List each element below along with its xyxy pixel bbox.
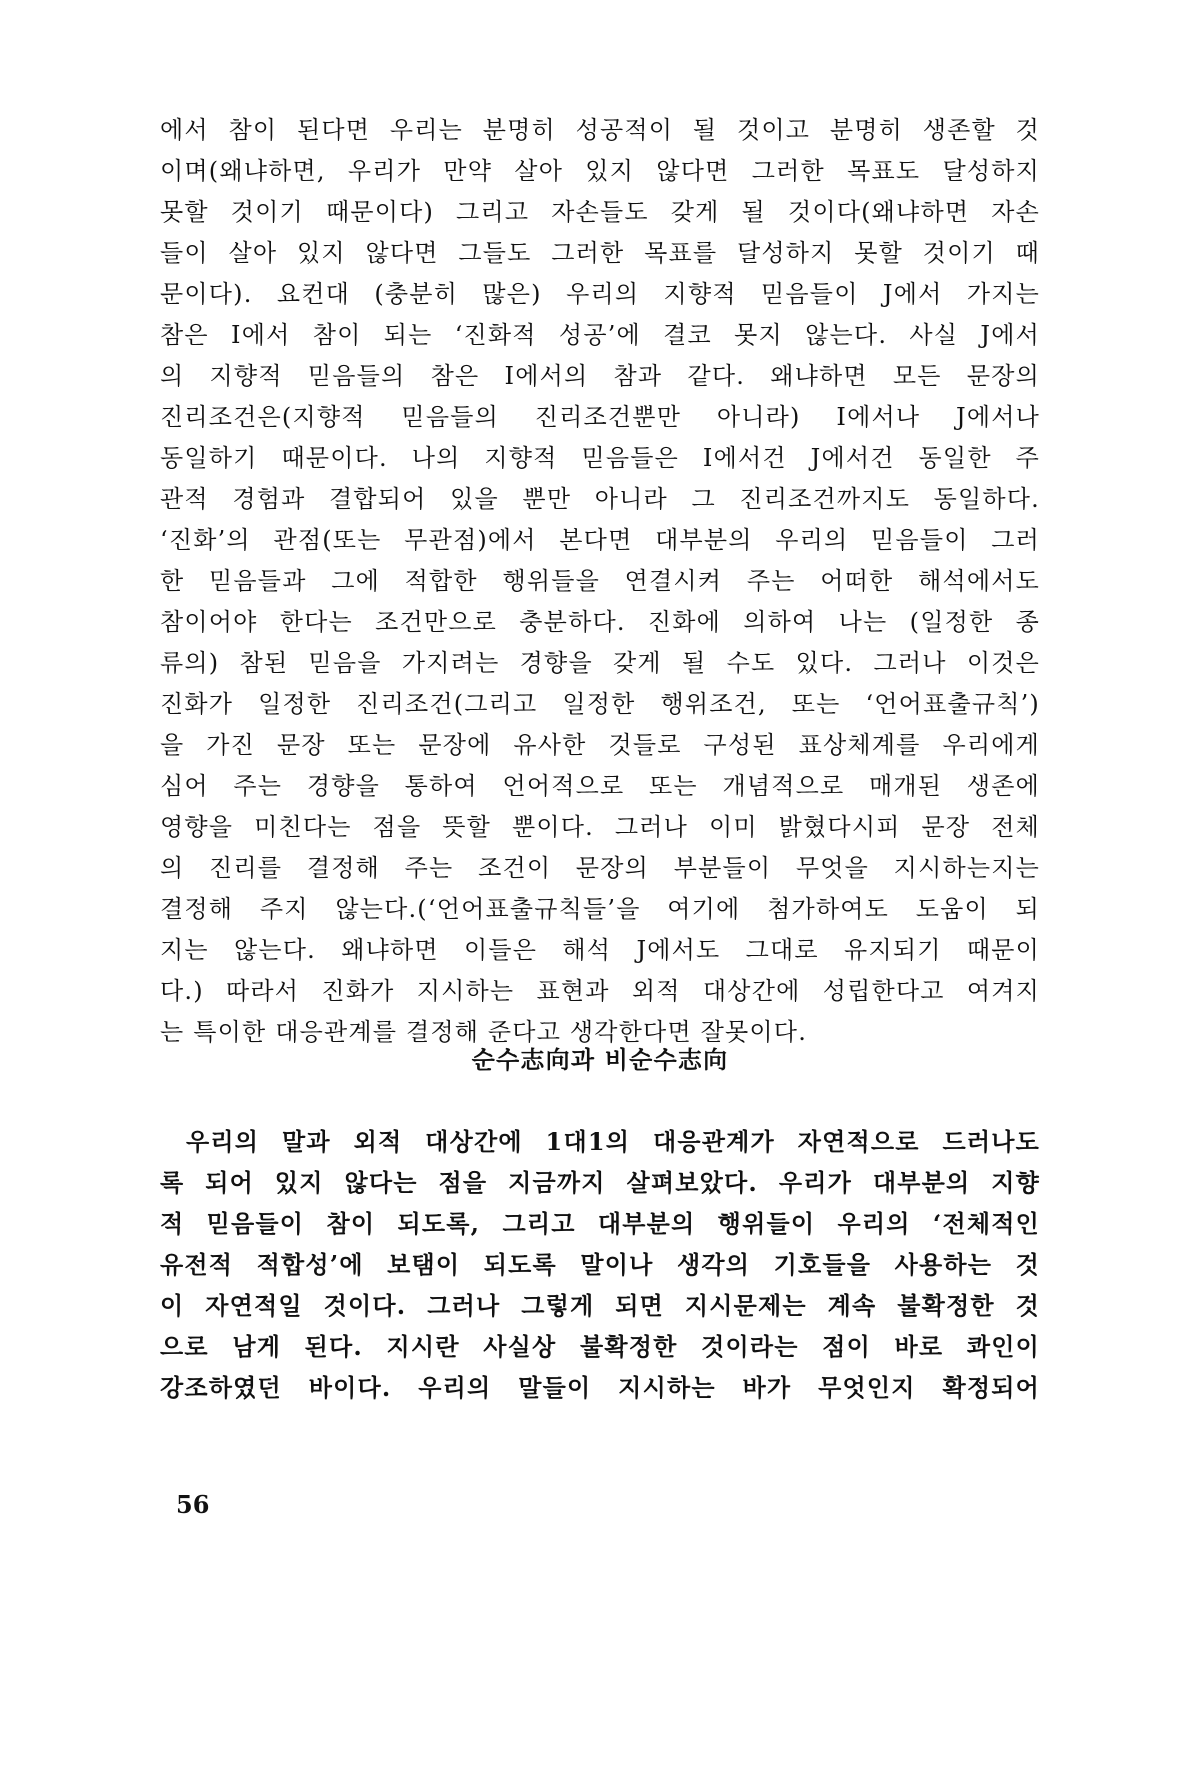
text-line: 우리의 말과 외적 대상간에 1대1의 대응관계가 자연적으로 드러나도	[186, 1127, 1040, 1156]
body-paragraph-1	[160, 110, 1040, 1053]
text-line: 는 특이한 대응관계를 결정해 준다고 생각한다면 잘못이다.	[160, 1018, 808, 1046]
text-line: 의 지향적 믿음들의 참은 I에서의 참과 같다. 왜냐하면 모든 문장의	[160, 362, 1040, 390]
text-line: 관적 경험과 결합되어 있을 뿐만 아니라 그 진리조건까지도 동일하다.	[160, 485, 1040, 513]
text-line: 한 믿음들과 그에 적합한 행위들을 연결시켜 주는 어떠한 해석에서도	[160, 567, 1040, 595]
section-heading: 순수志向과 비순수志向	[471, 1045, 729, 1074]
text-line: 에서 참이 된다면 우리는 분명히 성공적이 될 것이고 분명히 생존할 것	[160, 116, 1040, 144]
text-line: 지는 않는다. 왜냐하면 이들은 해석 J에서도 그대로 유지되기 때문이	[160, 936, 1040, 964]
text-line: 참이어야 한다는 조건만으로 충분하다. 진화에 의하여 나는 (일정한 종	[160, 608, 1040, 636]
text-line: 진화가 일정한 진리조건(그리고 일정한 행위조건, 또는 ‘언어표출규칙’)	[160, 690, 1040, 718]
text-line: 으로 남게 된다. 지시란 사실상 불확정한 것이라는 점이 바로 콰인이	[160, 1332, 1040, 1361]
text-line: ‘진화’의 관점(또는 무관점)에서 본다면 대부분의 우리의 믿음들이 그러	[160, 526, 1040, 554]
text-line: 유전적 적합성’에 보탬이 되도록 말이나 생각의 기호들을 사용하는 것	[160, 1250, 1040, 1279]
text-line: 진리조건은(지향적 믿음들의 진리조건뿐만 아니라) I에서나 J에서나	[160, 403, 1040, 431]
text-line: 영향을 미친다는 점을 뜻할 뿐이다. 그러나 이미 밝혔다시피 문장 전체	[160, 813, 1040, 841]
text-line: 결정해 주지 않는다.(‘언어표출규칙들’을 여기에 첨가하여도 도움이 되	[160, 895, 1040, 923]
body-paragraph-2	[160, 1121, 1040, 1408]
text-line: 못할 것이기 때문이다) 그리고 자손들도 갖게 될 것이다(왜냐하면 자손	[160, 198, 1040, 226]
text-line: 을 가진 문장 또는 문장에 유사한 것들로 구성된 표상체계를 우리에게	[160, 731, 1040, 759]
page-number: 56	[176, 1490, 210, 1519]
text-line: 강조하였던 바이다. 우리의 말들이 지시하는 바가 무엇인지 확정되어	[160, 1373, 1040, 1402]
text-line: 의 진리를 결정해 주는 조건이 문장의 부분들이 무엇을 지시하는지는	[160, 854, 1040, 882]
text-line: 다.) 따라서 진화가 지시하는 표현과 외적 대상간에 성립한다고 여겨지	[160, 977, 1040, 1005]
text-line: 문이다). 요컨대 (충분히 많은) 우리의 지향적 믿음들이 J에서 가지는	[160, 280, 1040, 308]
text-line: 록 되어 있지 않다는 점을 지금까지 살펴보았다. 우리가 대부분의 지향	[160, 1168, 1040, 1197]
text-line: 들이 살아 있지 않다면 그들도 그러한 목표를 달성하지 못할 것이기 때	[160, 239, 1040, 267]
text-line: 이 자연적일 것이다. 그러나 그렇게 되면 지시문제는 계속 불확정한 것	[160, 1291, 1040, 1320]
text-line: 심어 주는 경향을 통하여 언어적으로 또는 개념적으로 매개된 생존에	[160, 772, 1040, 800]
text-line: 적 믿음들이 참이 되도록, 그리고 대부분의 행위들이 우리의 ‘전체적인	[160, 1209, 1040, 1238]
text-line: 류의) 참된 믿음을 가지려는 경향을 갖게 될 수도 있다. 그러나 이것은	[160, 649, 1040, 677]
text-line: 참은 I에서 참이 되는 ‘진화적 성공’에 결코 못지 않는다. 사실 J에서	[160, 321, 1040, 349]
text-line: 동일하기 때문이다. 나의 지향적 믿음들은 I에서건 J에서건 동일한 주	[160, 444, 1040, 472]
text-line: 이며(왜냐하면, 우리가 만약 살아 있지 않다면 그러한 목표도 달성하지	[160, 157, 1040, 185]
